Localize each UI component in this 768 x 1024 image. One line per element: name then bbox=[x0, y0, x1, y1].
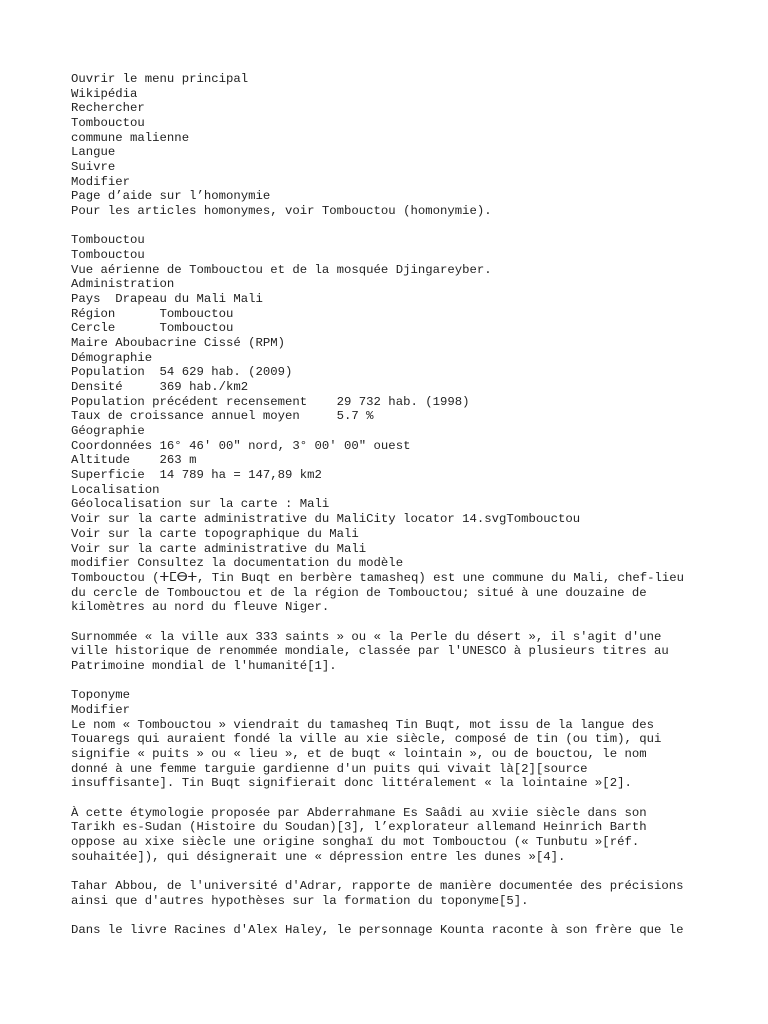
infobox-row-altitude: Altitude 263 m bbox=[71, 453, 197, 468]
infobox-row-cercle[interactable]: Cercle Tombouctou bbox=[71, 321, 234, 336]
page-content bbox=[71, 72, 761, 938]
disambiguation-note[interactable]: Pour les articles homonymes, voir Tombouctou (homonymie). bbox=[71, 204, 492, 219]
section-edit-link[interactable]: Modifier bbox=[71, 702, 131, 717]
article-paragraph: Le nom « Tombouctou » viendrait du tamasheq Tin Buqt, mot issu de la langue des Touaregs qui auraient fondé la ville au xie siècle, composé de tin (ou tim), qui signifie « puits » ou « lieu », et de buqt « lointain », ou de bouctou, le nom donné à une femme targuie gardienne d'un puits qui vivait là[2][source insuffisante]. Tin Buqt signifierait donc littéralement « la lointaine »[2]. bbox=[71, 717, 662, 791]
map-tab-administrative[interactable]: Voir sur la carte administrative du Mali bbox=[71, 541, 367, 556]
map-tab-administrative-city[interactable]: Voir sur la carte administrative du MaliCity locator 14.svgTombouctou bbox=[71, 512, 581, 527]
infobox-row-taux-croissance: Taux de croissance annuel moyen 5.7 % bbox=[71, 409, 374, 424]
infobox-row-coordonnees[interactable]: Coordonnées 16° 46' 00" nord, 3° 00' 00" ouest bbox=[71, 438, 411, 453]
infobox-row-maire[interactable]: Maire Aboubacrine Cissé (RPM) bbox=[71, 336, 286, 351]
infobox-section-geographie: Géographie bbox=[71, 424, 145, 439]
spacer bbox=[71, 865, 761, 880]
search-button[interactable]: Rechercher bbox=[71, 101, 145, 116]
wikipedia-logo-link[interactable]: Wikipédia bbox=[71, 86, 138, 101]
spacer bbox=[71, 909, 761, 924]
spacer bbox=[71, 791, 761, 806]
infobox-caption: Vue aérienne de Tombouctou et de la mosquée Djingareyber. bbox=[71, 262, 492, 277]
section-heading-toponyme: Toponyme bbox=[71, 688, 131, 703]
disambiguation-icon: Page d’aide sur l’homonymie bbox=[71, 189, 271, 204]
infobox-row-pays[interactable]: Pays Drapeau du Mali Mali bbox=[71, 292, 263, 307]
article-paragraph: Dans le livre Racines d'Alex Haley, le personnage Kounta raconte à son frère que le bbox=[71, 923, 684, 938]
follow-button[interactable]: Suivre bbox=[71, 160, 116, 175]
infobox-row-region[interactable]: Région Tombouctou bbox=[71, 306, 234, 321]
article-paragraph: Tahar Abbou, de l'université d'Adrar, rapporte de manière documentée des précisions ainsi que d'autres hypothèses sur la formation du toponyme[5]. bbox=[71, 879, 684, 908]
infobox-section-localisation: Localisation bbox=[71, 482, 160, 497]
infobox-title: Tombouctou bbox=[71, 233, 145, 248]
edit-button[interactable]: Modifier bbox=[71, 174, 131, 189]
infobox-geolocation-title: Géolocalisation sur la carte : Mali bbox=[71, 497, 330, 512]
language-button[interactable]: Langue bbox=[71, 145, 116, 160]
infobox-row-superficie: Superficie 14 789 ha = 147,89 km2 bbox=[71, 468, 322, 483]
article-paragraph: À cette étymologie proposée par Abderrahmane Es Saâdi au xviie siècle dans son Tarikh es-Sudan (Histoire du Soudan)[3], l’explorateur allemand Heinrich Barth oppose au xixe siècle une origine songhaï du mot Tombouctou (« Tunbutu »[réf. souhaitée]), qui désignerait une « dépression entre les dunes »[4]. bbox=[71, 805, 647, 864]
spacer bbox=[71, 615, 761, 630]
page-title: Tombouctou bbox=[71, 116, 145, 131]
infobox-section-administration: Administration bbox=[71, 277, 175, 292]
template-doc-link[interactable]: modifier Consultez la documentation du modèle bbox=[71, 556, 404, 571]
main-menu-button[interactable]: Ouvrir le menu principal bbox=[71, 72, 249, 86]
infobox-row-population-precedente: Population précédent recensement 29 732 hab. (1998) bbox=[71, 394, 470, 409]
page-subtitle: commune malienne bbox=[71, 130, 190, 145]
infobox-row-population: Population 54 629 hab. (2009) bbox=[71, 365, 293, 380]
article-intro: Tombouctou (ⵜⵎⴱⵜ, Tin Buqt en berbère tamasheq) est une commune du Mali, chef-lieu du cercle de Tombouctou et de la région de Tombouctou; situé à une douzaine de kilomètres au nord du fleuve Niger. bbox=[71, 570, 685, 615]
article-paragraph: Surnommée « la ville aux 333 saints » ou « la Perle du désert », il s'agit d'une ville historique de renommée mondiale, classée par l'UNESCO à plusieurs titres au Patrimoine mondial de l'humanité[1]. bbox=[71, 629, 669, 673]
infobox-row-densite: Densité 369 hab./km2 bbox=[71, 380, 249, 395]
infobox-image-alt: Tombouctou bbox=[71, 248, 145, 263]
infobox-section-demographie: Démographie bbox=[71, 350, 153, 365]
infobox bbox=[71, 233, 761, 570]
spacer bbox=[71, 674, 761, 689]
spacer bbox=[71, 219, 761, 234]
map-tab-topographic[interactable]: Voir sur la carte topographique du Mali bbox=[71, 526, 359, 541]
